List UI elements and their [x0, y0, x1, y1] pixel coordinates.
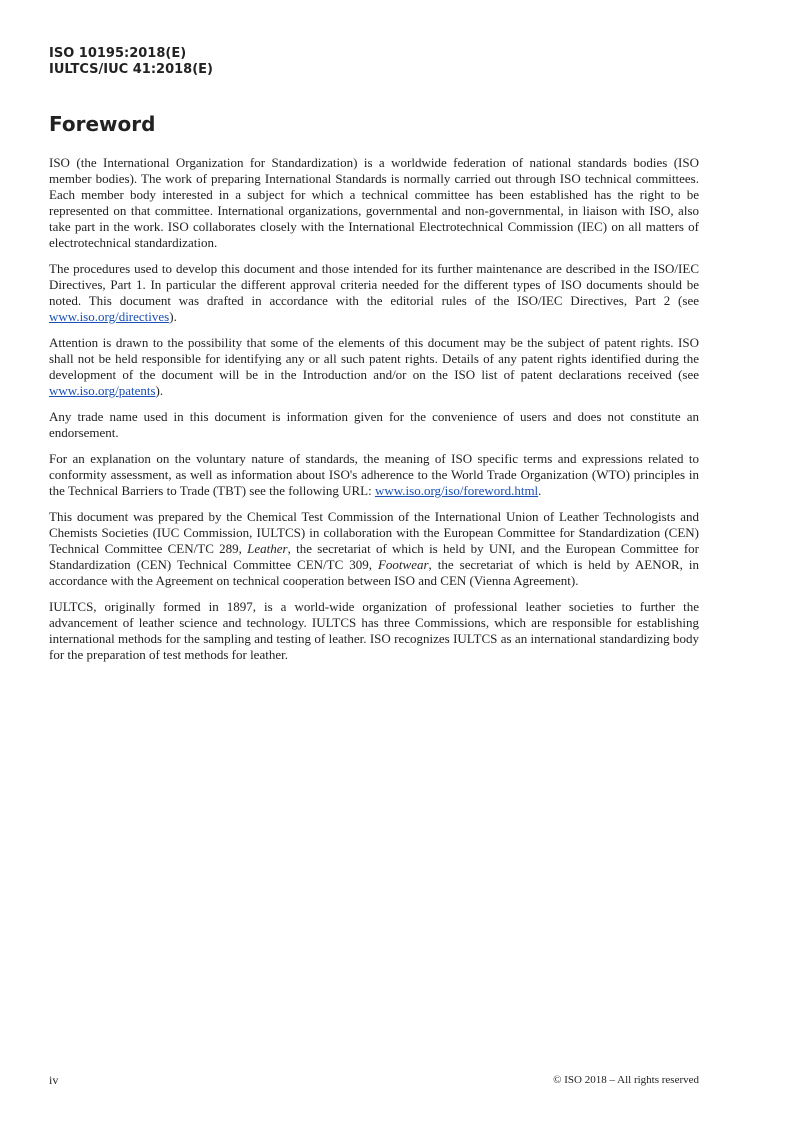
leather-term: Leather: [247, 541, 288, 556]
standard-number: ISO 10195:2018(E): [49, 46, 187, 61]
foreword-link[interactable]: www.iso.org/iso/foreword.html: [374, 483, 539, 498]
paragraph-prepared-by: [49, 509, 699, 589]
patents-link[interactable]: www.iso.org/patents: [49, 383, 156, 398]
paragraph-voluntary: [49, 451, 699, 499]
page-title: Foreword: [49, 112, 156, 136]
paragraph-text: This document was prepared by the Chemical Test Commission of the International Union of Leather Technologists and Chemists Societies (IUC Commission, IULTCS) in collaboration with the European Committee for Standardization (CEN) Technical Committee CEN/TC 289,: [49, 509, 699, 556]
paragraph-end: .: [538, 483, 542, 498]
copyright-notice: © ISO 2018 – All rights reserved: [553, 1074, 699, 1086]
paragraph-patents: [49, 335, 699, 399]
paragraph-text: , the secretariat of which is held by UNI, and the European Committee for Standardization (CEN) Technical Committee CEN/TC 309,: [49, 541, 699, 572]
directives-link[interactable]: www.iso.org/directives: [49, 309, 170, 324]
paragraph-end: ).: [169, 309, 177, 324]
paragraph-end: ).: [155, 383, 164, 398]
paragraph-text: The procedures used to develop this document and those intended for its further maintenance are described in the ISO/IEC Directives, Part 1. In particular the different approval criteria needed for the different types of ISO documents should be noted. This document was drafted in accordance with the editorial rules of the ISO/IEC Directives, Part 2 (see: [49, 261, 699, 308]
footwear-term: Footwear: [377, 557, 429, 572]
foreword-body: [49, 155, 699, 673]
paragraph-iultcs: IULTCS, originally formed in 1897, is a world-wide organization of professional leather societies to further the advancement of leather science and technology. IULTCS has three Commissions, which are responsible for establishing international methods for the sampling and testing of leather. ISO recognizes IULTCS as an international standardizing body for the preparation of test methods for leather.: [49, 599, 699, 662]
paragraph-procedures: [49, 261, 699, 325]
paragraph-text: Attention is drawn to the possibility that some of the elements of this document may be the subject of patent rights. ISO shall not be held responsible for identifying any or all such patent rights. Details of any patent rights identified during the development of the document will be in the Introduction and/or on the ISO list of patent declarations received (see: [49, 335, 699, 382]
paragraph-iso-intro: ISO (the International Organization for Standardization) is a worldwide federation of national standards bodies (ISO member bodies). The work of preparing International Standards is normally carried out through ISO technical committees. Each member body interested in a subject for which a technical committee has been established has the right to be represented on that committee. International organizations, governmental and non-governmental, in liaison with ISO, also take part in the work. ISO collaborates closely with the International Electrotechnical Commission (IEC) on all matters of electrotechnical standardization.: [49, 155, 699, 250]
iultcs-number: IULTCS/IUC 41:2018(E): [49, 62, 213, 77]
document-header: [49, 46, 213, 78]
paragraph-trade-name: Any trade name used in this document is information given for the convenience of users and does not constitute an endorsement.: [49, 409, 699, 440]
paragraph-text: For an explanation on the voluntary nature of standards, the meaning of ISO specific terms and expressions related to conformity assessment, as well as information about ISO's adherence to the World Trade Organization (WTO) principles in the Technical Barriers to Trade (TBT) see the following URL:: [49, 451, 699, 498]
page-number: iv: [49, 1073, 59, 1087]
paragraph-text: , the secretariat of which is held by AENOR, in accordance with the Agreement on technical cooperation between ISO and CEN (Vienna Agreement).: [49, 557, 699, 588]
